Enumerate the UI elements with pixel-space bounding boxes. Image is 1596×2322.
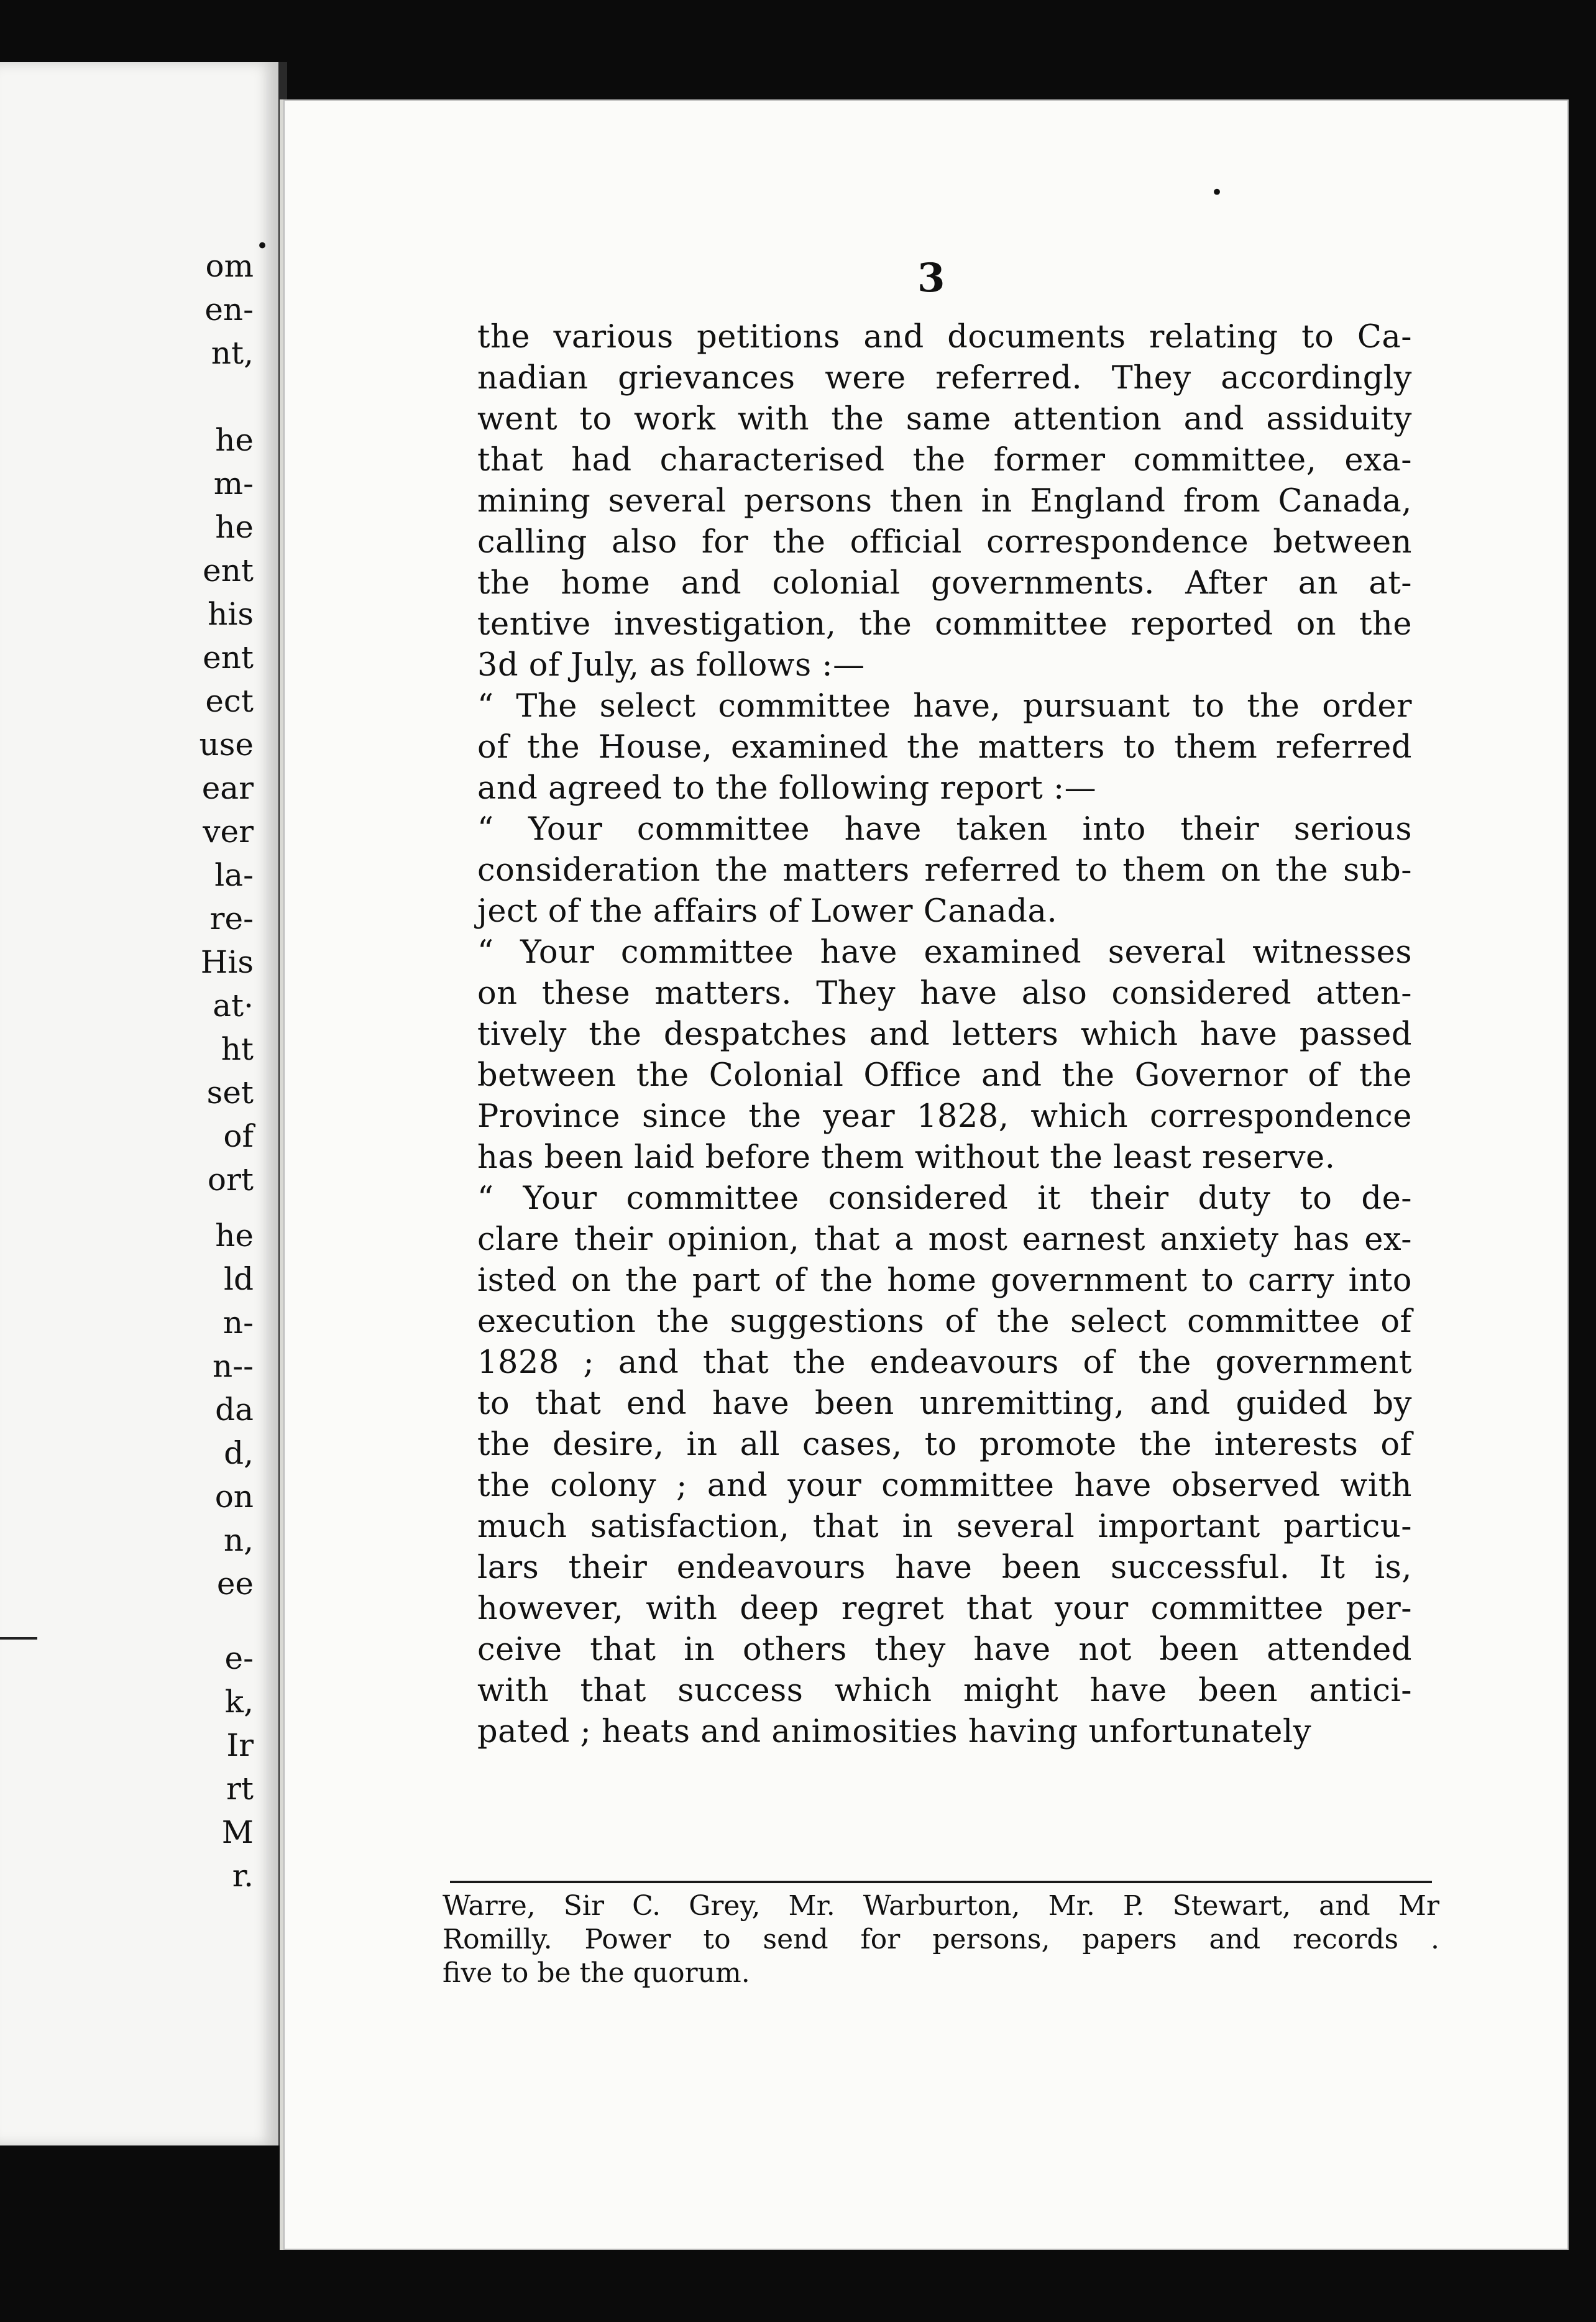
- footnote-line: Romilly. Power to send for persons, papers and records .: [443, 1924, 1439, 1955]
- previous-page-line-fragment: n-: [222, 1305, 254, 1341]
- scan-speck: •: [1211, 180, 1224, 205]
- body-text-line: ject of the affairs of Lower Canada.: [477, 893, 1058, 930]
- body-text-line: the desire, in all cases, to promote the interests of: [477, 1426, 1412, 1463]
- page-number: 3: [917, 255, 945, 301]
- previous-page-line-fragment: m-: [213, 466, 254, 502]
- previous-page-line-fragment: rt: [226, 1771, 254, 1807]
- body-text-line: of the House, examined the matters to them referred: [477, 729, 1412, 766]
- body-text: [477, 317, 1412, 1753]
- book-page: [280, 99, 1569, 2250]
- previous-page-line-fragment: at·: [213, 988, 254, 1024]
- previous-page-line-fragment: om: [205, 248, 254, 284]
- body-text-line: consideration the matters referred to them on the sub-: [477, 852, 1412, 889]
- footnote-line: five to be the quorum.: [443, 1957, 750, 1989]
- previous-page-line-fragment: r.: [232, 1858, 254, 1894]
- previous-page-line-fragment: his: [208, 596, 254, 632]
- body-text-line: with that success which might have been antici-: [477, 1673, 1412, 1709]
- body-text-line: nadian grievances were referred. They accordingly: [477, 360, 1412, 397]
- body-text-line: the various petitions and documents relating to Ca-: [477, 319, 1412, 356]
- previous-page-line-fragment: ht: [221, 1031, 254, 1067]
- previous-page-line-fragment: en-: [204, 291, 254, 328]
- previous-page-line-fragment: of: [223, 1118, 254, 1154]
- previous-page-line-fragment: n,: [223, 1522, 254, 1558]
- body-text-line: “ The select committee have, pursuant to the order: [477, 688, 1412, 725]
- body-text-line: calling also for the official correspondence between: [477, 524, 1412, 561]
- body-text-line: mining several persons then in England from Canada,: [477, 483, 1412, 520]
- footnote-line: Warre, Sir C. Grey, Mr. Warburton, Mr. P. Stewart, and Mr: [443, 1890, 1439, 1922]
- previous-page-line-fragment: ee: [216, 1566, 254, 1602]
- previous-page-line-fragment: use: [199, 727, 254, 763]
- previous-page-line-fragment: M: [221, 1814, 254, 1850]
- previous-page-line-fragment: e-: [224, 1640, 254, 1676]
- body-text-line: went to work with the same attention and assiduity: [477, 401, 1412, 438]
- footnote-divider: [450, 1881, 1432, 1883]
- previous-page-line-fragment: da: [215, 1392, 254, 1428]
- body-text-line: to that end have been unremitting, and guided by: [477, 1385, 1412, 1422]
- previous-page-line-fragment: set: [206, 1075, 254, 1111]
- previous-page-line-fragment: re-: [209, 901, 254, 937]
- previous-page-line-fragment: he: [215, 509, 254, 545]
- body-text-line: Province since the year 1828, which correspondence: [477, 1098, 1412, 1135]
- previous-page-line-fragment: nt,: [211, 335, 254, 371]
- previous-page-line-fragment: la-: [214, 857, 254, 893]
- previous-page-line-fragment: he: [215, 1218, 254, 1254]
- body-text-line: much satisfaction, that in several important particu-: [477, 1508, 1412, 1545]
- body-text-line: clare their opinion, that a most earnest anxiety has ex-: [477, 1221, 1412, 1258]
- body-text-line: “ Your committee have taken into their serious: [477, 811, 1412, 848]
- previous-page-line-fragment: ver: [203, 814, 254, 850]
- body-text-line: 3d of July, as follows :—: [477, 647, 865, 684]
- body-text-line: has been laid before them without the least reserve.: [477, 1139, 1336, 1176]
- body-text-line: however, with deep regret that your committee per-: [477, 1590, 1412, 1627]
- body-text-line: the colony ; and your committee have observed with: [477, 1467, 1412, 1504]
- body-text-line: and agreed to the following report :—: [477, 770, 1097, 807]
- body-text-line: pated ; heats and animosities having unfortunately: [477, 1714, 1312, 1750]
- scan-speck: •: [256, 234, 269, 259]
- body-text-line: lars their endeavours have been successful. It is,: [477, 1549, 1412, 1586]
- body-text-line: isted on the part of the home government to carry into: [477, 1262, 1412, 1299]
- previous-page-footnote-rule: [0, 1637, 37, 1640]
- previous-page-line-fragment: on: [214, 1479, 254, 1515]
- body-text-line: between the Colonial Office and the Governor of the: [477, 1057, 1412, 1094]
- previous-page-line-fragment: ect: [205, 683, 254, 719]
- body-text-line: tentive investigation, the committee reported on the: [477, 606, 1412, 643]
- previous-page-line-fragment: ear: [201, 770, 254, 806]
- previous-page-line-fragment: Ir: [226, 1727, 254, 1763]
- body-text-line: on these matters. They have also considered atten-: [477, 975, 1412, 1012]
- body-text-line: ceive that in others they have not been attended: [477, 1631, 1412, 1668]
- previous-page-line-fragment: d,: [224, 1435, 254, 1471]
- previous-page-line-fragment: ent: [203, 553, 254, 589]
- footnote: [443, 1889, 1439, 1990]
- previous-page-line-fragment: n--: [213, 1348, 254, 1384]
- body-text-line: the home and colonial governments. After an at-: [477, 565, 1412, 602]
- previous-page-fragment: [0, 62, 283, 2145]
- previous-page-line-fragment: k,: [224, 1684, 254, 1720]
- previous-page-line-fragment: His: [200, 944, 254, 980]
- previous-page-line-fragment: ent: [203, 640, 254, 676]
- body-text-line: “ Your committee considered it their duty to de-: [477, 1180, 1412, 1217]
- body-text-line: execution the suggestions of the select committee of: [477, 1303, 1412, 1340]
- previous-page-line-fragment: ld: [224, 1261, 254, 1297]
- previous-page-line-fragment: ort: [207, 1162, 254, 1198]
- body-text-line: that had characterised the former committee, exa-: [477, 442, 1412, 479]
- previous-page-line-fragment: he: [215, 422, 254, 458]
- body-text-line: tively the despatches and letters which have passed: [477, 1016, 1412, 1053]
- body-text-line: “ Your committee have examined several witnesses: [477, 934, 1412, 971]
- body-text-line: 1828 ; and that the endeavours of the government: [477, 1344, 1412, 1381]
